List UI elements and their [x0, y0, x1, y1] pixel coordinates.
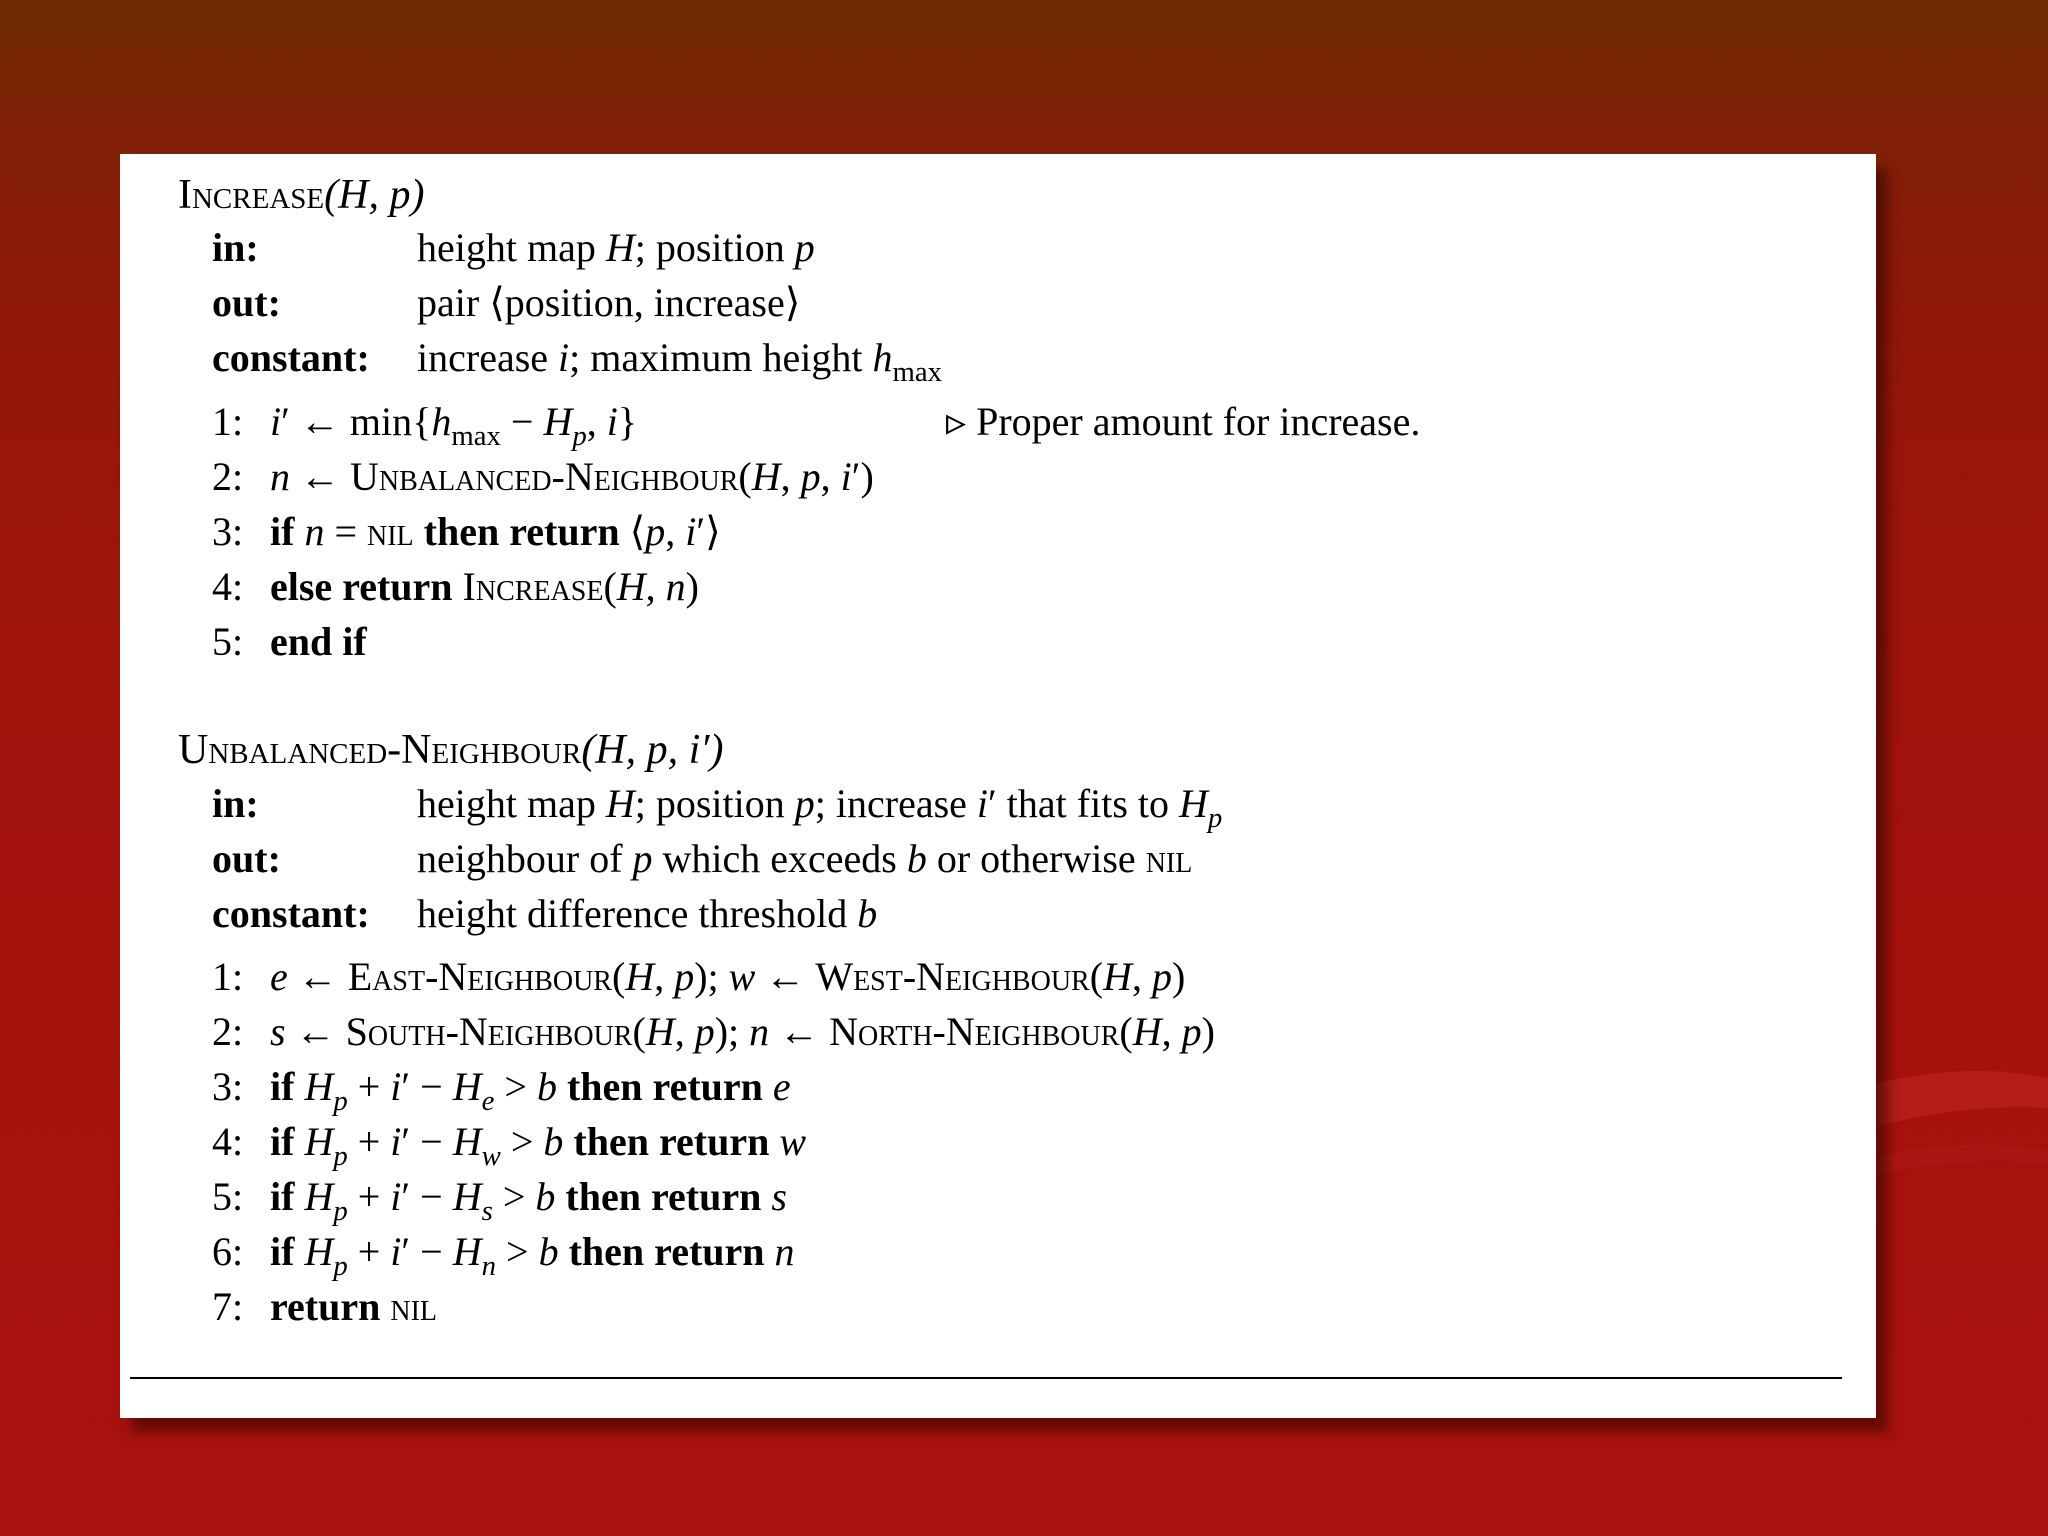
algorithm-name: Unbalanced-Neighbour [178, 727, 582, 773]
code-line-1: 1: i′ ← $\min\{h_{max} - H_p$, i} [212, 399, 638, 453]
out-value: pair ⟨position, increase⟩ [417, 280, 801, 325]
code-line-2: 2: s ← South-Neighbour(H, p); n ← North-Neighbour(H, p) [212, 1009, 1215, 1054]
slide-content-panel [120, 154, 1876, 1418]
code-line-7: 7: return nil [212, 1284, 438, 1329]
in-value: height map H; position p [417, 225, 815, 270]
algorithm-title [178, 174, 424, 216]
algorithm-name: Increase [178, 172, 325, 218]
code-line-3: 3: if $H_p + i' - H_e > b$ then return e [212, 1064, 791, 1118]
code-line-4: 4: else return Increase(H, n) [212, 564, 699, 609]
algorithm-params: (H, p) [324, 172, 425, 218]
algorithm-title [178, 729, 723, 771]
code-line-3: 3: if n = nil then return ⟨p, i′⟩ [212, 509, 721, 554]
in-label: in: [212, 225, 259, 270]
horizontal-rule [130, 1377, 1842, 1379]
constant-label: constant: [212, 335, 370, 380]
constant-label: constant: [212, 891, 370, 936]
code-comment: ▹ Proper amount for increase. [946, 399, 1421, 444]
algorithm-params: (H, p, i′) [581, 727, 724, 773]
constant-value: height difference threshold b [417, 891, 878, 936]
in-value: height map H; position p; increase i′ that fits to $H_p$ [417, 781, 1223, 835]
code-line-6: 6: if $H_p + i' - H_n > b$ then return n [212, 1229, 795, 1283]
code-line-1: 1: e ← East-Neighbour(H, p); w ← West-Neighbour(H, p) [212, 954, 1186, 999]
out-value: neighbour of p which exceeds b or otherwise nil [417, 836, 1193, 881]
code-line-5: 5: if $H_p + i' - H_s > b$ then return s [212, 1174, 787, 1228]
constant-value: increase i; maximum height $h_{max}$ [417, 335, 943, 389]
code-line-4: 4: if $H_p + i' - H_w > b$ then return w [212, 1119, 807, 1173]
out-label: out: [212, 280, 281, 325]
out-label: out: [212, 836, 281, 881]
in-label: in: [212, 781, 259, 826]
code-line-5: 5: end if [212, 619, 367, 664]
code-line-2: 2: n ← Unbalanced-Neighbour(H, p, i′) [212, 454, 874, 499]
